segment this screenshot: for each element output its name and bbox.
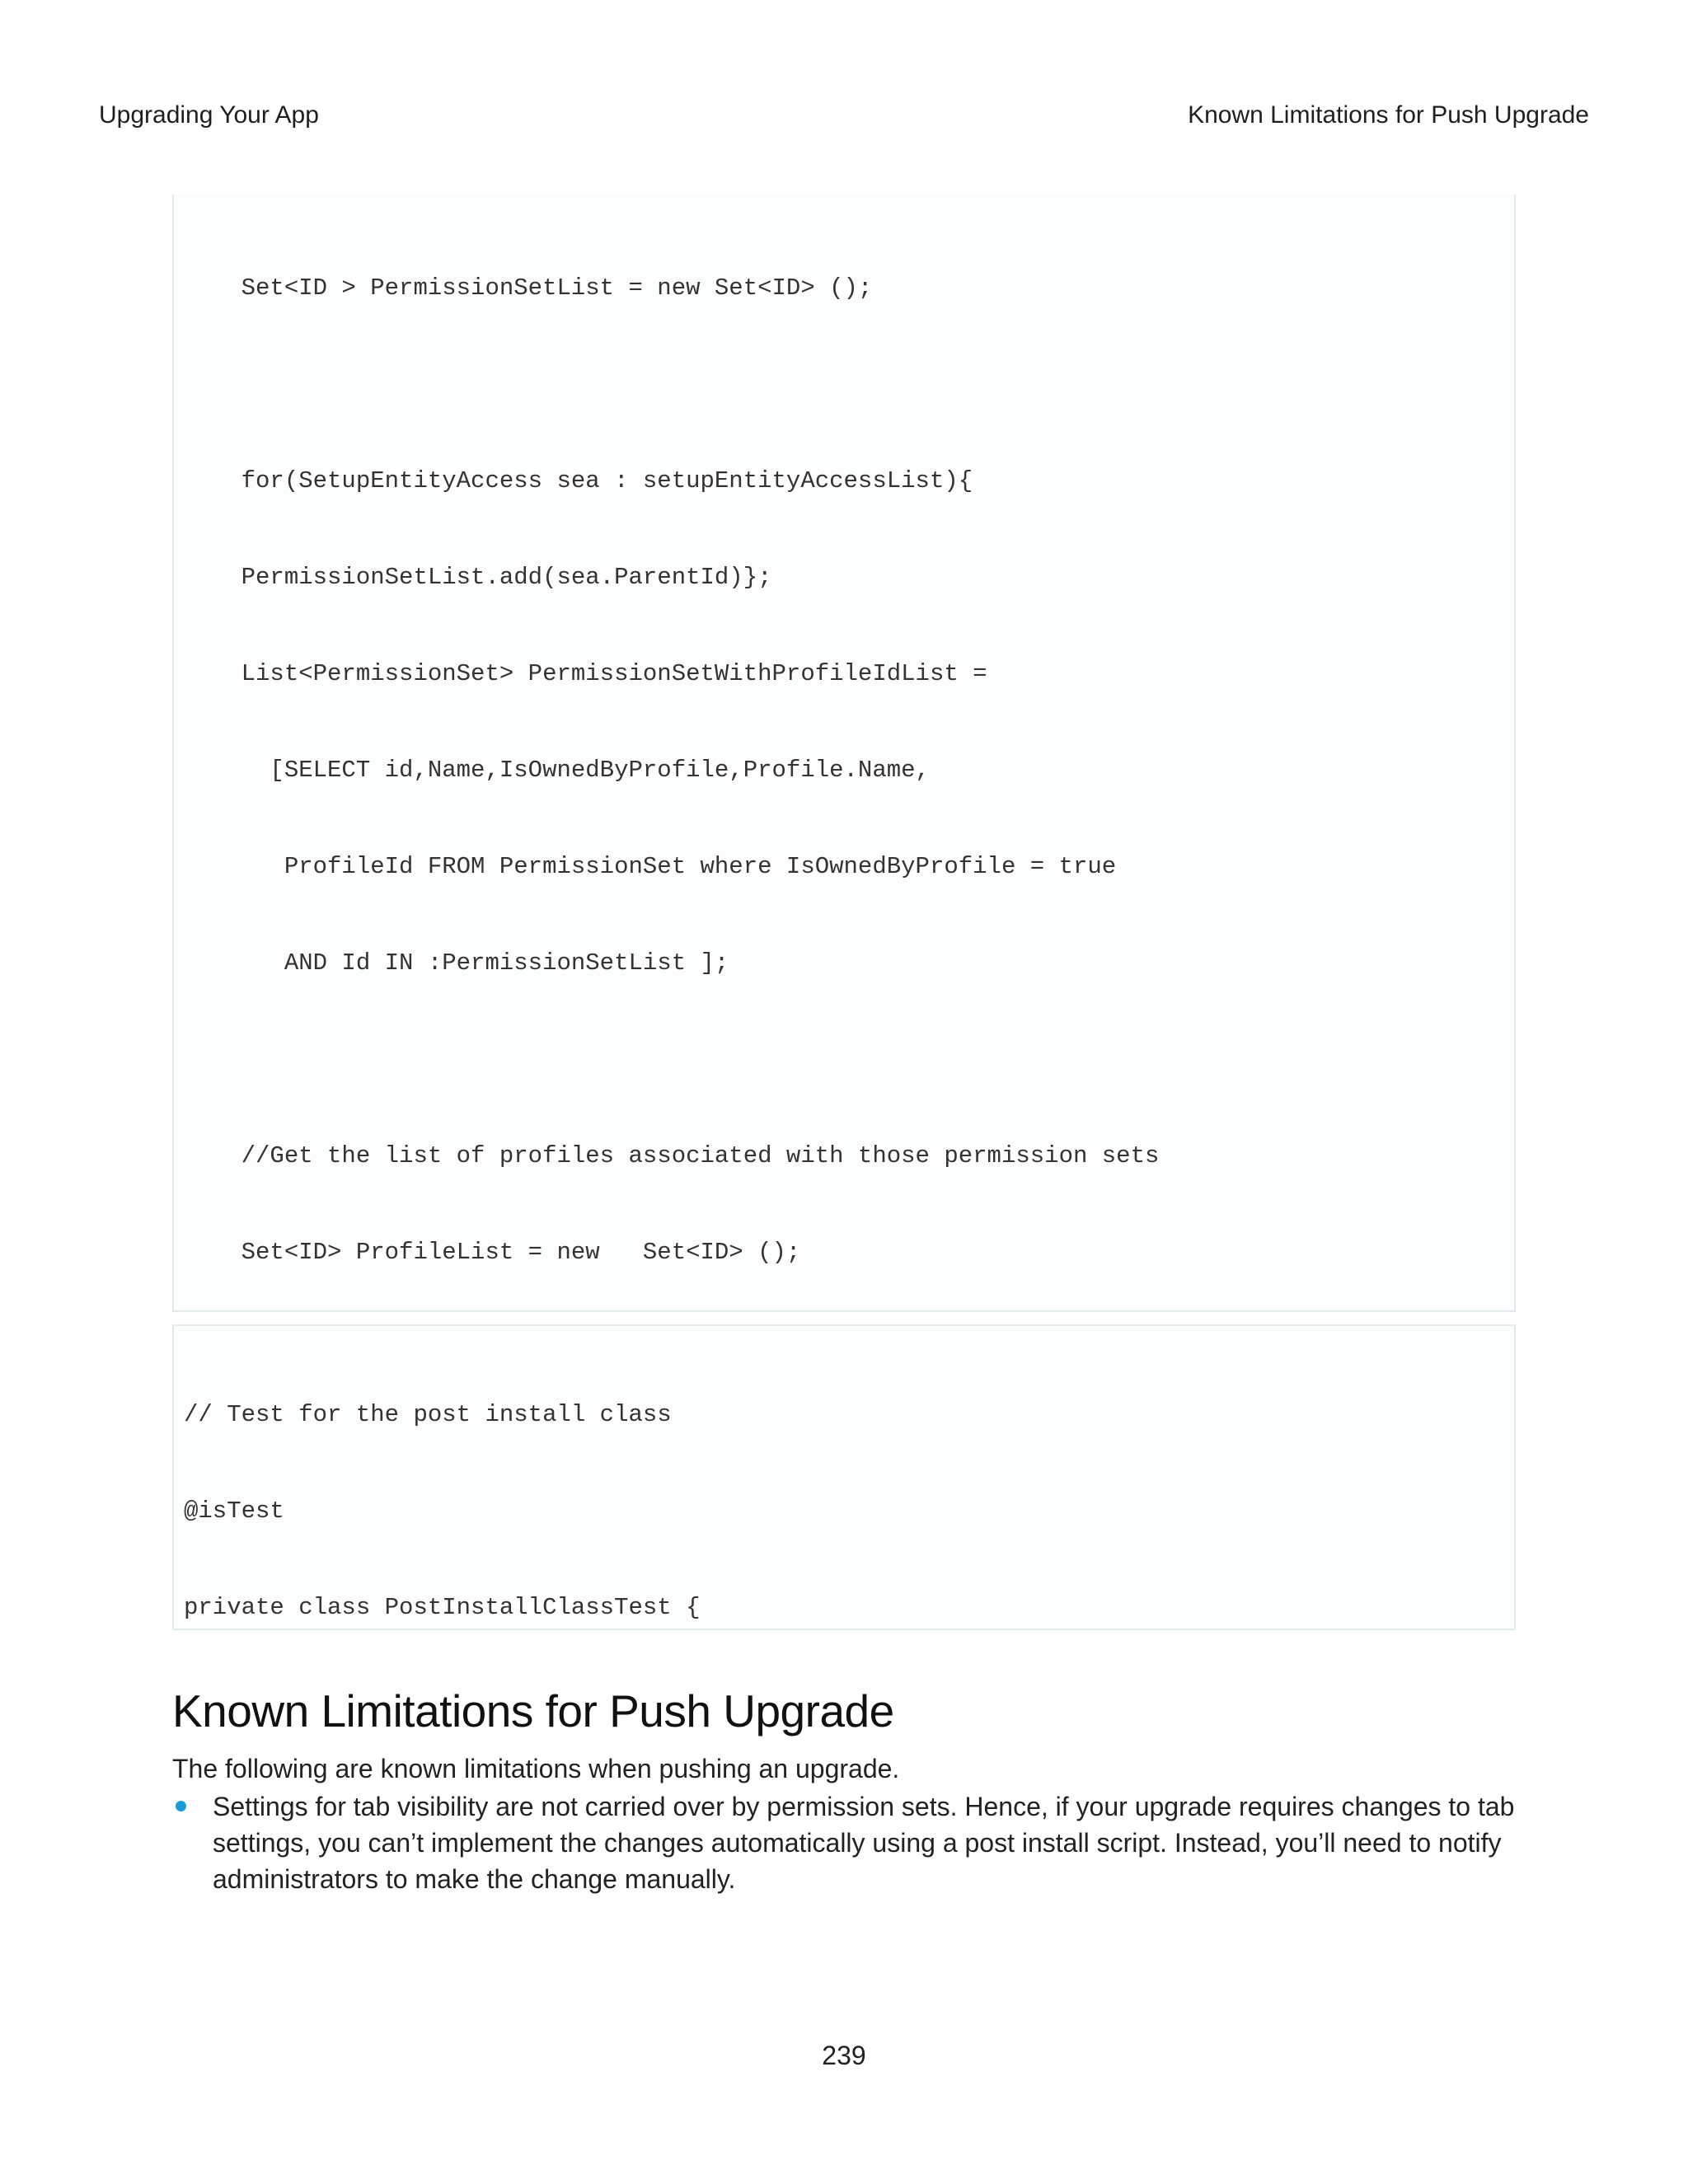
code-block-post-install-test <box>172 1324 1516 1630</box>
code-line: for(SetupEntityAccess sea : setupEntityAccessList){ <box>184 467 973 494</box>
code-line: AND Id IN :PermissionSetList ]; <box>184 949 729 977</box>
code-line: // Test for the post install class <box>184 1401 672 1428</box>
code-line: Set<ID> ProfileList = new Set<ID> (); <box>184 1239 801 1266</box>
header-chapter-title: Upgrading Your App <box>99 101 319 129</box>
list-item-text: Settings for tab visibility are not carried over by permission sets. Hence, if your upgrade requires changes to tab settings, you can’t implement the changes automatically using a post install script. Instead, you’ll need to notify administrators to make the change manually. <box>213 1792 1515 1894</box>
code-line <box>184 368 1514 401</box>
code-line: private class PostInstallClassTest { <box>184 1594 701 1621</box>
code-line: //Get the list of profiles associated with those permission sets <box>184 1142 1160 1169</box>
running-header <box>99 97 1589 134</box>
bullet-dot-icon <box>176 1801 186 1811</box>
code-line: List<PermissionSet> PermissionSetWithProfileIdList = <box>184 660 987 687</box>
code-line: @isTest <box>184 1497 284 1525</box>
list-item <box>172 1788 1516 1897</box>
limitations-list <box>172 1788 1516 1897</box>
page-number: 239 <box>822 2041 866 2070</box>
code-line: Set<ID > PermissionSetList = new Set<ID> (); <box>184 274 873 302</box>
section-heading: Known Limitations for Push Upgrade <box>172 1685 894 1736</box>
code-line: ProfileId FROM PermissionSet where IsOwnedByProfile = true <box>184 853 1117 880</box>
section-intro: The following are known limitations when pushing an upgrade. <box>172 1754 900 1783</box>
code-line: PermissionSetList.add(sea.ParentId)}; <box>184 564 772 591</box>
header-section-title: Known Limitations for Push Upgrade <box>1188 101 1589 129</box>
code-line <box>184 1043 1514 1076</box>
code-block-post-install-class <box>172 194 1516 1312</box>
code-line: [SELECT id,Name,IsOwnedByProfile,Profile.Name, <box>184 757 930 784</box>
